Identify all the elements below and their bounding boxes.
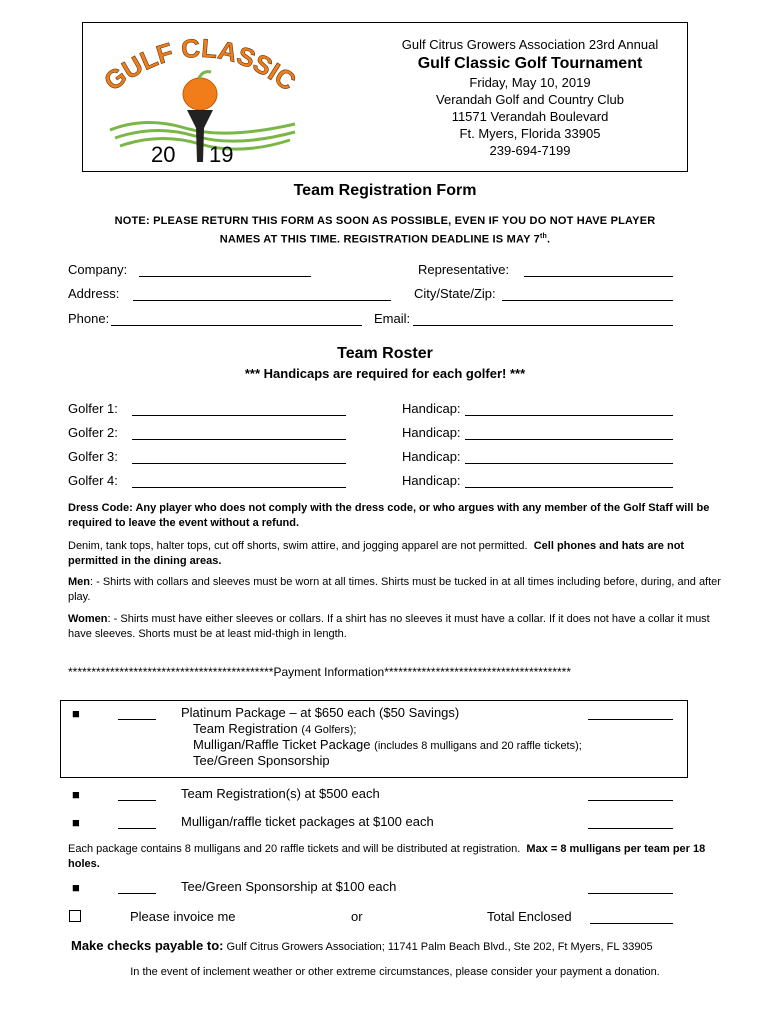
- tee-green-qty-input[interactable]: [118, 893, 156, 894]
- handicap-1-input[interactable]: [465, 415, 673, 416]
- roster-subtitle: *** Handicaps are required for each golfer! ***: [244, 366, 526, 381]
- mulligan-item: Mulligan/raffle ticket packages at $100 each: [181, 814, 434, 829]
- phone-input[interactable]: [111, 325, 362, 326]
- platinum-qty-input[interactable]: [118, 719, 156, 720]
- handicap-3-input[interactable]: [465, 463, 673, 464]
- svg-text:GULF CLASSIC: GULF CLASSIC: [98, 32, 302, 97]
- note-line1: NOTE: PLEASE RETURN THIS FORM AS SOON AS POSSIBLE, EVEN IF YOU DO NOT HAVE PLAYER: [114, 215, 656, 227]
- email-label: Email:: [374, 311, 411, 326]
- venue-name: Verandah Golf and Country Club: [436, 92, 624, 107]
- golfer-1-input[interactable]: [132, 415, 346, 416]
- golfer-3-label: Golfer 3:: [68, 449, 118, 464]
- team-reg-qty-input[interactable]: [118, 800, 156, 801]
- golfer-2-input[interactable]: [132, 439, 346, 440]
- tee-green-amount-input[interactable]: [588, 893, 673, 894]
- note-line2: NAMES AT THIS TIME. REGISTRATION DEADLINE IS MAY 7th.: [219, 233, 551, 246]
- golfer-1-label: Golfer 1:: [68, 401, 118, 416]
- package-info: Each package contains 8 mulligans and 20 raffle tickets and will be distributed at registration. Max = 8 mulligans per team per 18 holes.: [68, 843, 706, 870]
- city-state-zip-label: City/State/Zip:: [414, 286, 496, 301]
- handicap-1-label: Handicap:: [402, 401, 461, 416]
- or-label: or: [351, 909, 363, 924]
- team-reg-amount-input[interactable]: [588, 800, 673, 801]
- men-text: Men: - Shirts with collars and sleeves must be worn at all times. Shirts must be tucked in at all times including before, during, and after play.: [68, 576, 721, 603]
- tournament-title: Gulf Classic Golf Tournament: [417, 55, 643, 72]
- svg-text:19: 19: [209, 142, 234, 167]
- svg-text:20: 20: [151, 142, 176, 167]
- golfer-3-input[interactable]: [132, 463, 346, 464]
- mulligan-bullet: ■: [72, 815, 80, 830]
- platinum-mulligan: Mulligan/Raffle Ticket Package (includes 8 mulligans and 20 raffle tickets);: [193, 737, 582, 752]
- tournament-date: Friday, May 10, 2019: [469, 75, 591, 90]
- venue-city: Ft. Myers, Florida 33905: [459, 126, 601, 141]
- platinum-tee: Tee/Green Sponsorship: [193, 753, 330, 768]
- golfer-4-input[interactable]: [132, 487, 346, 488]
- representative-label: Representative:: [418, 262, 510, 277]
- venue-street: 11571 Verandah Boulevard: [451, 109, 609, 124]
- gulf-classic-logo: [95, 32, 305, 170]
- address-label: Address:: [68, 286, 120, 301]
- invoice-label: Please invoice me: [130, 909, 236, 924]
- platinum-title: Platinum Package – at $650 each ($50 Savings): [181, 705, 460, 720]
- mulligan-amount-input[interactable]: [588, 828, 673, 829]
- company-input[interactable]: [139, 276, 311, 277]
- total-enclosed-label: Total Enclosed: [487, 909, 572, 924]
- header-text: [380, 36, 680, 159]
- platinum-bullet: ■: [72, 706, 80, 721]
- header-line1: Gulf Citrus Growers Association 23rd Annual: [401, 37, 659, 52]
- handicap-2-input[interactable]: [465, 439, 673, 440]
- team-reg-bullet: ■: [72, 787, 80, 802]
- email-input[interactable]: [413, 325, 673, 326]
- invoice-checkbox[interactable]: [69, 910, 81, 922]
- payment-header: ********************************************Payment Information****************************************: [68, 665, 571, 679]
- address-input[interactable]: [133, 300, 391, 301]
- team-registration-item: Team Registration(s) at $500 each: [181, 786, 380, 801]
- venue-phone: 239-694-7199: [489, 143, 571, 158]
- handicap-4-input[interactable]: [465, 487, 673, 488]
- representative-input[interactable]: [524, 276, 673, 277]
- women-text: Women: - Shirts must have either sleeves or collars. If a shirt has no sleeves it must have a collar. If it does not have a collar it must have sleeves. Shorts must be at least mid-thigh in length.: [68, 613, 710, 640]
- total-enclosed-input[interactable]: [590, 923, 673, 924]
- platinum-team: Team Registration (4 Golfers);: [193, 721, 357, 736]
- phone-label: Phone:: [68, 311, 110, 326]
- handicap-2-label: Handicap:: [402, 425, 461, 440]
- roster-title: Team Roster: [337, 345, 433, 362]
- footer-note: In the event of inclement weather or other extreme circumstances, please consider your payment a donation.: [130, 966, 660, 978]
- company-label: Company:: [68, 262, 128, 277]
- handicap-3-label: Handicap:: [402, 449, 461, 464]
- city-state-zip-input[interactable]: [502, 300, 673, 301]
- tee-green-item: Tee/Green Sponsorship at $100 each: [181, 879, 397, 894]
- mulligan-qty-input[interactable]: [118, 828, 156, 829]
- golfer-4-label: Golfer 4:: [68, 473, 118, 488]
- note: [80, 214, 690, 248]
- form-title: Team Registration Form: [293, 182, 477, 199]
- handicap-4-label: Handicap:: [402, 473, 461, 488]
- golfer-2-label: Golfer 2:: [68, 425, 118, 440]
- dress-code-text: Dress Code: Any player who does not comply with the dress code, or who argues with any member of the Golf Staff will be required to leave the event without a refund.: [68, 502, 710, 529]
- tee-green-bullet: ■: [72, 880, 80, 895]
- checks-payable: Make checks payable to: Gulf Citrus Growers Association; 11741 Palm Beach Blvd., Ste 202, Ft Myers, FL 33905: [71, 938, 653, 953]
- denim-text: Denim, tank tops, halter tops, cut off shorts, swim attire, and jogging apparel are not permitted. Cell phones and hats are not permitted in the dining areas.: [68, 540, 685, 567]
- platinum-amount-input[interactable]: [588, 719, 673, 720]
